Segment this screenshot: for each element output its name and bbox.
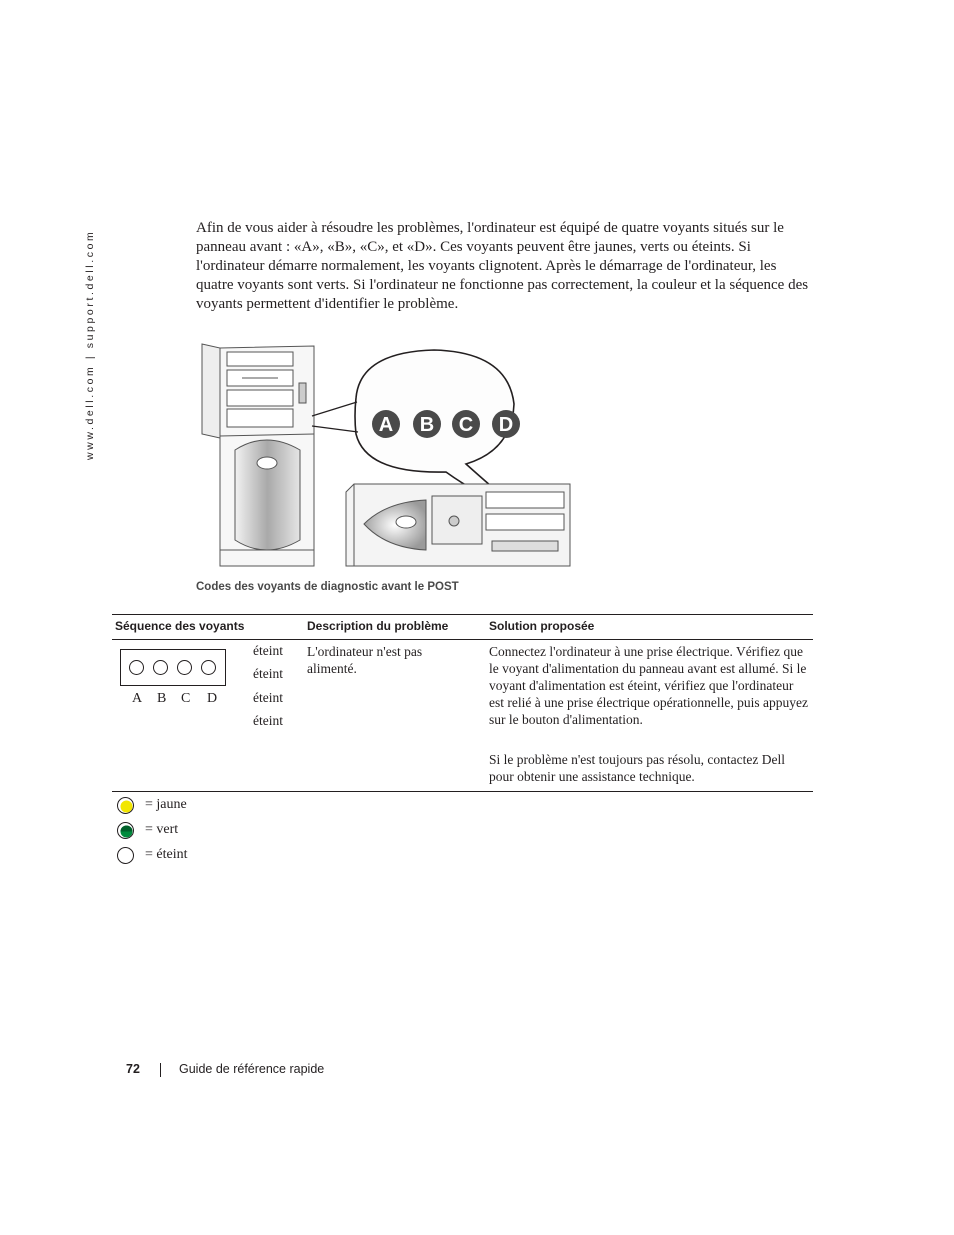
callout-letter-d: D <box>498 414 514 436</box>
header-light-sequence: Séquence des voyants <box>115 619 245 633</box>
header-problem-description: Description du problème <box>307 619 449 633</box>
callout-letter-a: A <box>378 414 394 436</box>
solution-paragraph-2: Si le problème n'est toujours pas résolu, contactez Dell pour obtenir une assistance technique. <box>489 752 785 784</box>
header-suggested-solution: Solution proposée <box>489 619 595 633</box>
legend-off-label: = éteint <box>145 847 188 862</box>
led-letter-d: D <box>207 691 218 706</box>
footer-title: Guide de référence rapide <box>179 1062 325 1076</box>
led-state-a: éteint <box>253 643 283 658</box>
callout-letter-b: B <box>419 414 435 436</box>
led-a-off <box>129 660 144 675</box>
yellow-light-icon <box>117 797 134 814</box>
led-state-b: éteint <box>253 666 283 681</box>
table-bottom-rule <box>112 791 813 792</box>
solution-paragraph-1: Connectez l'ordinateur à une prise électrique. Vérifiez que le voyant d'alimentation du panneau avant est allumé. Si le voyant d'alimentation est éteint, vérifiez que l'ordinateur est relié à une prise électrique opérationnelle, puis appuyez sur le bouton d'alimentation. <box>489 644 808 727</box>
legend-yellow-label: = jaune <box>145 797 187 812</box>
tower-computer <box>202 344 314 566</box>
led-b-off <box>153 660 168 675</box>
table-top-rule <box>112 614 813 615</box>
led-c-off <box>177 660 192 675</box>
side-url: www.dell.com | support.dell.com <box>84 229 96 460</box>
footer-divider <box>160 1063 161 1077</box>
led-letter-a: A <box>132 691 143 706</box>
page-number: 72 <box>126 1062 140 1076</box>
intro-paragraph: Afin de vous aider à résoudre les problèmes, l'ordinateur est équipé de quatre voyants situés sur le panneau avant : «A», «B», «C», et «D». Ces voyants peuvent être jaunes, verts ou éteints. Si l'ordinateur démarre normalement, les voyants clignotent. Après le démarrage de l'ordinateur, les quatre voyants sont verts. Si l'ordinateur ne fonctionne pas correctement, la couleur et la séquence des voyants permettent d'identifier le problème. <box>196 220 809 312</box>
desktop-computer <box>346 484 570 566</box>
off-light-icon <box>117 847 134 864</box>
diagnostic-lights-figure <box>196 338 576 573</box>
led-letter-b: B <box>157 691 167 706</box>
green-light-icon <box>117 822 134 839</box>
legend-green-label: = vert <box>145 822 179 837</box>
figure-caption: Codes des voyants de diagnostic avant le POST <box>196 581 459 593</box>
led-sequence-box <box>120 649 226 686</box>
led-d-off <box>201 660 216 675</box>
callout-letter-c: C <box>458 414 474 436</box>
led-state-d: éteint <box>253 713 283 728</box>
led-letter-c: C <box>181 691 191 706</box>
problem-description: L'ordinateur n'est pas alimenté. <box>307 644 423 676</box>
table-header-rule <box>112 639 813 640</box>
computers-illustration <box>196 338 576 573</box>
led-state-c: éteint <box>253 690 283 705</box>
